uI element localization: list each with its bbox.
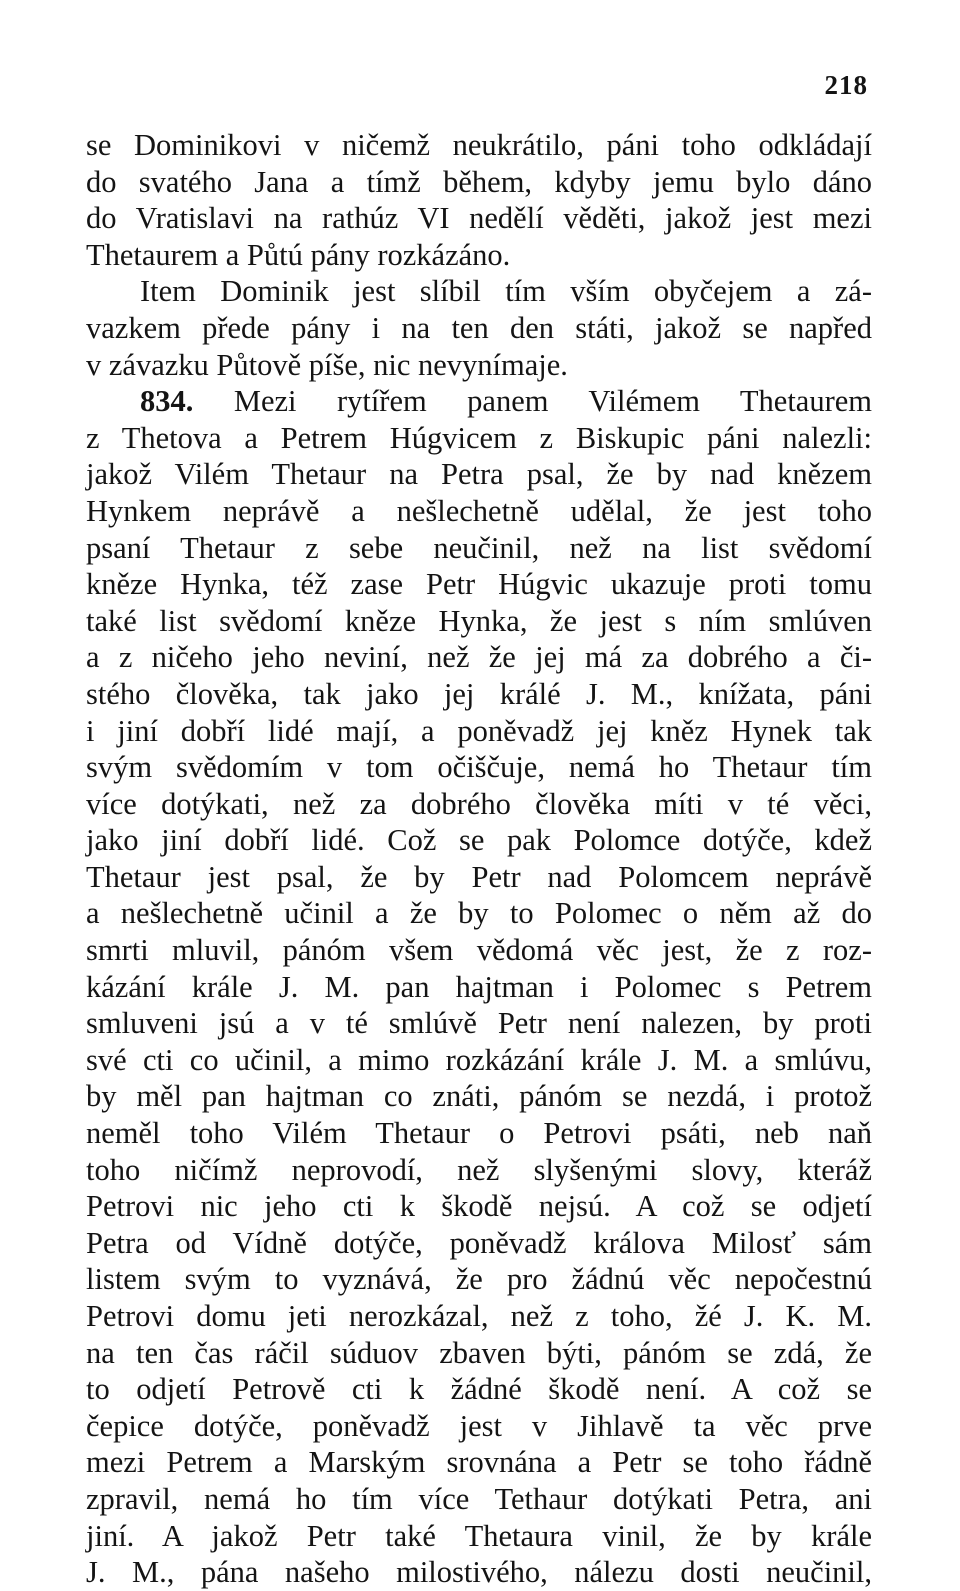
text-line: smluveni jsú a v té smlúvě Petr není nalezen, by proti [86,1006,872,1041]
text-line: Petrovi nic jeho cti k škodě nejsú. A což se odjetí [86,1189,872,1224]
text-line: v závazku Půtově píše, nic nevynímaje. [86,347,568,382]
text-line: by měl pan hajtman co znáti, pánóm se nezdá, i protož [86,1079,872,1114]
section-number: 834. [140,384,194,419]
text-line: jiní. A jakož Petr také Thetaura vinil, že by krále [86,1518,872,1553]
text-line: J. M., pána našeho milostivého, nálezu dosti neučinil, [86,1555,872,1590]
text-line: do Vratislavi na rathúz VI nedělí věděti, jakož jest mezi [86,201,872,236]
text-line: zpravil, nemá ho tím více Tethaur dotýkati Petra, ani [86,1481,872,1516]
text-line: stého člověka, tak jako jej králé J. M., knížata, páni [86,676,872,711]
text-line: i jiní dobří lidé mají, a poněvadž jej kněz Hynek tak [86,713,872,748]
text-line: svým svědomím v tom očiščuje, nemá ho Thetaur tím [86,750,872,785]
text-line: a nešlechetně učinil a že by to Polomec o něm až do [86,896,872,931]
text-line: z Thetova a Petrem Húgvicem z Biskupic páni nalezli: [86,420,872,455]
text-line: kázání krále J. M. pan hajtman i Polomec s Petrem [86,969,872,1004]
text-line: také list svědomí kněze Hynka, že jest s ním smlúven [86,603,872,638]
text-line: čepice dotýče, poněvadž jest v Jihlavě ta věc prve [86,1408,872,1443]
text-line: se Dominikovi v ničemž neukrátilo, páni toho odkládají [86,128,872,162]
text-line: jakož Vilém Thetaur na Petra psal, že by nad knězem [86,457,872,492]
text-line: Thetaurem a Půtú pány rozkázáno. [86,237,511,272]
text-line: listem svým to vyznává, že pro žádnú věc nepočestnú [86,1262,872,1297]
text-line: Item Dominik jest slíbil tím vším obyčejem a zá- [140,274,872,309]
text-line: mezi Petrem a Marským srovnána a Petr se toho řádně [86,1445,872,1480]
section-first-line [86,383,872,420]
text-line: své cti co učinil, a mimo rozkázání krále J. M. a smlúvu, [86,1042,872,1077]
text-line: do svatého Jana a tímž během, kdyby jemu bylo dáno [86,164,872,199]
page-number: 218 [824,70,868,100]
text-line: smrti mluvil, pánóm všem vědomá věc jest, že z roz- [86,933,872,968]
text-line: a z ničeho jeho neviní, než že jej má za dobrého a či- [86,640,872,675]
text-line: kněze Hynka, též zase Petr Húgvic ukazuje proti tomu [86,567,872,602]
text-line: Thetaur jest psal, že by Petr nad Polomcem neprávě [86,859,872,894]
text-line: na ten čas ráčil súduov zbaven býti, pánóm se zdá, že [86,1335,872,1370]
text-line: toho ničímž neprovodí, než slyšenými slovy, kteráž [86,1152,872,1187]
text-line: Petra od Vídně dotýče, poněvadž králova Milosť sám [86,1225,872,1260]
text-line: jako jiní dobří lidé. Což se pak Polomce dotýče, kdež [86,823,872,858]
text-line: Hynkem neprávě a nešlechetně udělal, že jest toho [86,493,872,528]
text-line: psaní Thetaur z sebe neučinil, než na list svědomí [86,530,872,565]
text-line: neměl toho Vilém Thetaur o Petrovi psáti, neb naň [86,1116,872,1151]
body-text [86,127,872,1591]
text-line: vazkem přede pány i na ten den státi, jakož se napřed [86,310,872,345]
text-line: to odjetí Petrově cti k žádné škodě není. A což se [86,1372,872,1407]
text-line: Petrovi domu jeti nerozkázal, než z toho, žé J. K. M. [86,1299,872,1333]
text-line: Mezi rytířem panem Vilémem Thetaurem [233,384,873,419]
text-line: více dotýkati, než za dobrého člověka míti v té věci, [86,786,872,821]
